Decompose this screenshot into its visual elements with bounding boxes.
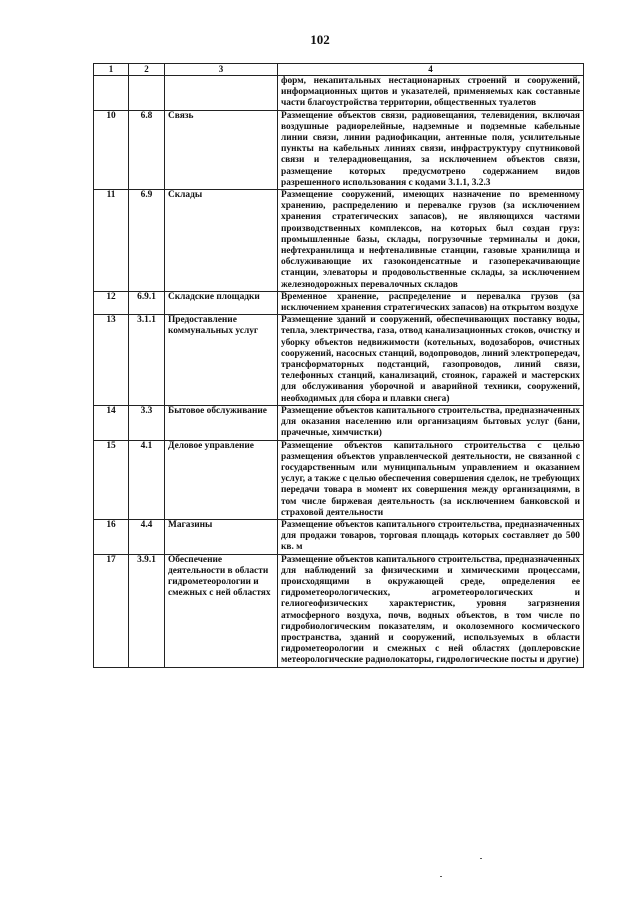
cell-code: 4.1 (129, 440, 165, 519)
table-row (94, 190, 584, 292)
cell-code: 3.9.1 (129, 554, 165, 667)
table-row (94, 554, 584, 667)
cell-number: 10 (94, 110, 129, 189)
cell-description: Размещение сооружений, имеющих назначение по временному хранению, распределению и перевалке грузов (за исключением хранения стратегических запасов), не являющихся частями производственных комплексов, на которых был создан груз: промышленные базы, склады, погрузочные терминалы и доки, нефтехранилища и нефтеналивные станции, газовые хранилища и обслуживающие их газоконденсатные и газоперекачивающие станции, элеваторы и продовольственные склады, за исключением железнодорожных перевалочных складов (278, 190, 584, 292)
cell-empty (165, 76, 278, 111)
cell-number: 17 (94, 554, 129, 667)
header-cell-number: 1 (94, 64, 129, 76)
table-row (94, 405, 584, 440)
cell-name: Деловое управление (165, 440, 278, 519)
cell-name: Связь (165, 110, 278, 189)
cell-name: Предоставление коммунальных услуг (165, 315, 278, 406)
cell-description: Размещение объектов связи, радиовещания, телевидения, включая воздушные радиорелейные, надземные и подземные кабельные линии связи, линии радиофикации, антенные поля, усилительные пункты на кабельных линиях связи, инфраструктуру спутниковой связи и телерадиовещания, за исключением объектов связи, размещение которых предусмотрено содержанием видов разрешенного использования с кодами 3.1.1, 3.2.3 (278, 110, 584, 189)
cell-code: 3.1.1 (129, 315, 165, 406)
cell-code: 3.3 (129, 405, 165, 440)
table-row (94, 315, 584, 406)
cell-number: 14 (94, 405, 129, 440)
scan-speck (440, 876, 442, 877)
cell-name: Обеспечение деятельности в области гидрометеорологии и смежных с ней областях (165, 554, 278, 667)
table-row (94, 291, 584, 314)
cell-number: 13 (94, 315, 129, 406)
cell-number: 11 (94, 190, 129, 292)
cell-description: Размещение зданий и сооружений, обеспечивающих поставку воды, тепла, электричества, газа, отвод канализационных стоков, очистку и уборку объектов недвижимости (котельных, водозаборов, очистных сооружений, насосных станций, водопроводов, линий электропередач, трансформаторных подстанций, газопроводов, линий связи, телефонных станций, канализаций, стоянок, гаражей и мастерских для обслуживания уборочной и аварийной техники, сооружений, необходимых для сбора и плавки снега) (278, 315, 584, 406)
header-cell-name: 3 (165, 64, 278, 76)
cell-description: Временное хранение, распределение и перевалка грузов (за исключением хранения стратегических запасов) на открытом воздухе (278, 291, 584, 314)
table-row-continuation (94, 76, 584, 111)
cell-description: Размещение объектов капитального строительства с целью размещения объектов управленческой деятельности, не связанной с государственным или муниципальным управлением и оказанием услуг, а также с целью обеспечения совершения сделок, не требующих передачи товара в момент их совершения между организациями, в том числе биржевая деятельность (за исключением банковской и страховой деятельности (278, 440, 584, 519)
cell-number: 15 (94, 440, 129, 519)
table-row (94, 110, 584, 189)
scan-speck (480, 858, 482, 859)
cell-code: 4.4 (129, 519, 165, 554)
cell-number: 12 (94, 291, 129, 314)
header-cell-description: 4 (278, 64, 584, 76)
table-header-row (94, 64, 584, 76)
cell-empty (129, 76, 165, 111)
cell-code: 6.9 (129, 190, 165, 292)
cell-number: 16 (94, 519, 129, 554)
cell-code: 6.9.1 (129, 291, 165, 314)
cell-name: Магазины (165, 519, 278, 554)
cell-empty (94, 76, 129, 111)
cell-description: Размещение объектов капитального строительства, предназначенных для наблюдений за физическими и химическими процессами, происходящими в окружающей среде, определения ее гидрометеорологических, агрометеорологических и гелиогеофизических характеристик, уровня загрязнения атмосферного воздуха, почв, водных объектов, в том числе по гидробиологическим показателям, и околоземного космического пространства, зданий и сооружений, используемых в области гидрометеорологии и смежных с ней областях (доплеровские метеорологические радиолокаторы, гидрологические посты и другие) (278, 554, 584, 667)
cell-description: Размещение объектов капитального строительства, предназначенных для продажи товаров, торговая площадь которых составляет до 500 кв. м (278, 519, 584, 554)
cell-description: форм, некапитальных нестационарных строений и сооружений, информационных щитов и указателей, применяемых как составные части благоустройства территории, общественных туалетов (278, 76, 584, 111)
table-row (94, 440, 584, 519)
cell-name: Бытовое обслуживание (165, 405, 278, 440)
page-number: 102 (310, 32, 330, 47)
table-row (94, 519, 584, 554)
cell-code: 6.8 (129, 110, 165, 189)
header-cell-code: 2 (129, 64, 165, 76)
cell-description: Размещение объектов капитального строительства, предназначенных для оказания населению или организациям бытовых услуг (бани, прачечные, химчистки) (278, 405, 584, 440)
cell-name: Складские площадки (165, 291, 278, 314)
cell-name: Склады (165, 190, 278, 292)
land-use-table (93, 63, 584, 668)
